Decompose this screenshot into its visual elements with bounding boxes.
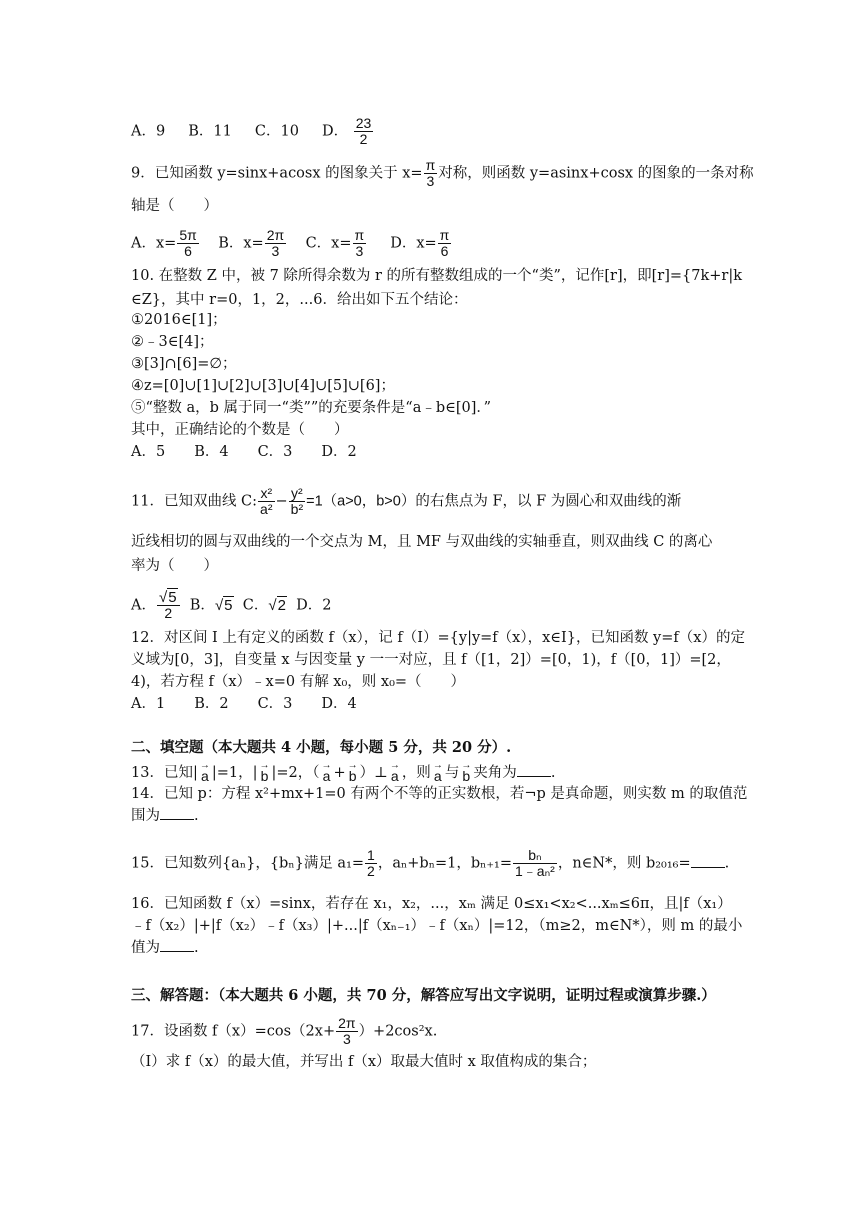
q11-options: A． $\frac{√5}{2}$ B．√5 C．√2 D．2	[131, 589, 332, 621]
q14-line2: 围为 .	[131, 808, 199, 824]
q12-options: A．1 B．2 C．3 D．4	[131, 696, 357, 712]
q10-statement-3: ③[3]∩[6]=∅；	[131, 356, 237, 372]
fraction: $\frac{1}{2}$	[367, 847, 375, 879]
q11-line3: 率为（ ）	[131, 558, 218, 574]
fraction: $\frac{\pi}{3}$	[425, 157, 436, 189]
q13-line: 13．已知| → a |=1，| → b |=2，（ → a + → b ）⊥ → a ，则 → a 与 → b 夹角为 .	[131, 760, 556, 784]
q16-line3: 值为 .	[131, 940, 199, 956]
q9-line1: 9．已知函数 y=sinx+acosx 的图象关于 x= $\frac{\pi}{3}$ 对称，则函数 y=asinx+cosx 的图象的一条对称	[131, 157, 754, 189]
vector: → a	[321, 760, 332, 784]
fraction: $\frac{\pi}{3}$	[354, 227, 365, 259]
vector: → a	[389, 760, 400, 784]
q10-line2: ∈Z}，其中 r=0，1，2，...6．给出如下五个结论：	[131, 292, 468, 308]
q17-part1: （Ⅰ）求 f（x）的最大值，并写出 f（x）取最大值时 x 取值构成的集合；	[131, 1054, 597, 1070]
fraction: $\frac{23}{2}$	[355, 115, 372, 147]
q16-line2: ﹣f（x₂）|+|f（x₂）﹣f（x₃）|+...|f（xₙ₋₁）﹣f（xₙ）|=12，（m≥2，m∈N*），则 m 的最小	[131, 918, 743, 934]
fraction: $\frac{√5}{2}$	[157, 590, 180, 621]
vector: → a	[199, 760, 210, 784]
q10-statement-5: ⑤“整数 a，b 属于同一“类””的充要条件是“a﹣b∈[0]．”	[131, 400, 492, 416]
answer-blank	[517, 764, 551, 777]
q9-line2: 轴是（ ）	[131, 198, 218, 214]
answer-blank	[160, 807, 194, 820]
q10-ask: 其中，正确结论的个数是（ ）	[131, 422, 349, 438]
q11-line2: 近线相切的圆与双曲线的一个交点为 M，且 MF 与双曲线的实轴垂直，则双曲线 C 的离心	[131, 534, 713, 550]
fraction: $\frac{2\pi}{3}$	[338, 1015, 356, 1047]
fraction: $\frac{\text{y²}}{\text{b²}}$	[290, 485, 304, 517]
vector: → b	[461, 760, 472, 784]
q12-line1: 12．对区间 I 上有定义的函数 f（x），记 f（I）={y|y=f（x），x∈I}，已知函数 y=f（x）的定	[131, 630, 745, 646]
fraction: $\frac{2\pi}{3}$	[266, 227, 285, 259]
q8-options: A．9 B．11 C．10 D． $\frac{23}{2}$	[131, 115, 372, 147]
section-2-heading: 二、填空题（本大题共 4 小题，每小题 5 分，共 20 分）.	[131, 739, 512, 756]
q16-line1: 16．已知函数 f（x）=sinx，若存在 x₁，x₂，...，xₘ 满足 0≤x₁<x₂<...xₘ≤6π，且|f（x₁）	[131, 896, 732, 912]
vector: → b	[259, 760, 270, 784]
q9-options: A．x= $\frac{5\pi}{6}$ B．x= $\frac{2\pi}{3}$ C．x= $\frac{\pi}{3}$ D．x= $\frac{\pi}{6}$	[131, 227, 450, 259]
q11-line1: 11．已知双曲线 C: $\frac{\text{x²}}{\text{a²}}$ − $\frac{\text{y²}}{\text{b²}}$ =1（a>0，b>0）的右焦点为 F，以 F 为圆心和双曲线的渐	[131, 485, 682, 517]
q15-line: 15．已知数列{aₙ}，{bₙ}满足 a₁= $\frac{1}{2}$ ，aₙ+bₙ=1，bₙ₊₁= $\frac{\text{bₙ}}{\text{1﹣aₙ²}}$ ，n∈N*，则 b₂₀₁₆= .	[131, 847, 730, 879]
q17-line1: 17．设函数 f（x）=cos（2x+ $\frac{2\pi}{3}$ ）+2cos²x.	[131, 1015, 438, 1047]
q12-line3: 4)，若方程 f（x）﹣x=0 有解 x₀，则 x₀=（ ）	[131, 674, 466, 690]
q10-statement-4: ④z=[0]∪[1]∪[2]∪[3]∪[4]∪[5]∪[6]；	[131, 378, 395, 394]
fraction: $\frac{\text{x²}}{\text{a²}}$	[260, 485, 273, 517]
fraction: $\frac{5\pi}{6}$	[179, 227, 197, 259]
answer-blank	[691, 855, 725, 868]
fraction: $\frac{\text{bₙ}}{\text{1﹣aₙ²}}$	[515, 847, 555, 879]
sqrt-sign: √5	[158, 589, 177, 606]
sqrt-sign: √5	[214, 596, 233, 614]
q14-line1: 14．已知 p：方程 x²+mx+1=0 有两个不等的正实数根，若¬p 是真命题，则实数 m 的取值范	[131, 786, 748, 802]
fraction: $\frac{\pi}{6}$	[439, 227, 450, 259]
vector: → a	[432, 760, 443, 784]
q10-statement-2: ②﹣3∈[4]；	[131, 334, 214, 350]
sqrt-sign: √2	[268, 596, 286, 614]
q10-statement-1: ①2016∈[1]；	[131, 312, 227, 328]
q10-line1: 10. 在整数 Z 中，被 7 除所得余数为 r 的所有整数组成的一个“类”，记作[r]，即[r]={7k+r|k	[131, 268, 743, 284]
vector: → b	[347, 760, 358, 784]
answer-blank	[160, 939, 194, 952]
q12-line2: 义域为[0，3]，自变量 x 与因变量 y 一一对应，且 f（[1，2]）=[0，1)，f（[0，1]）=[2，	[131, 652, 731, 668]
q10-options: A．5 B．4 C．3 D．2	[131, 444, 357, 460]
section-3-heading: 三、解答题：（本大题共 6 小题，共 70 分，解答应写出文字说明，证明过程或演算步骤.）	[131, 987, 716, 1004]
